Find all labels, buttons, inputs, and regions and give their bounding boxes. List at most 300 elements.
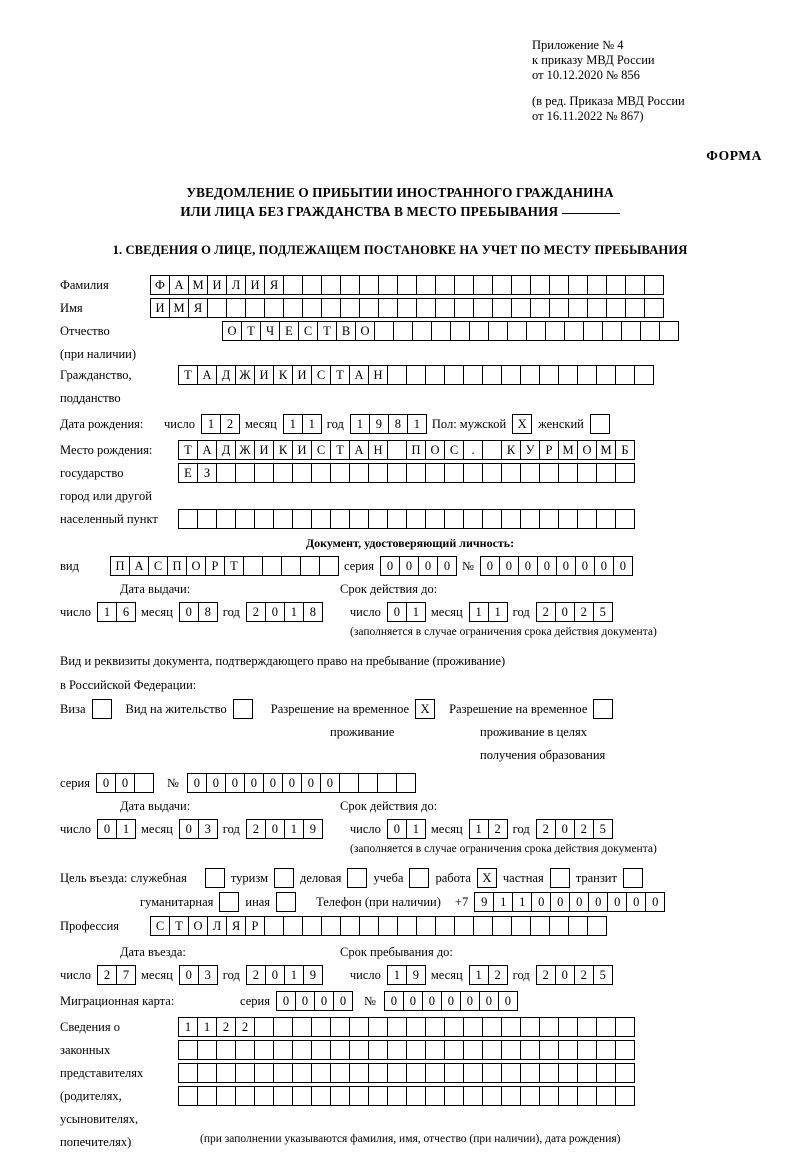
char-cell[interactable]: И [292,365,312,385]
stayuntil-day-input[interactable] [387,965,425,985]
char-cell[interactable] [311,509,331,529]
char-cell[interactable] [558,509,578,529]
char-cell[interactable] [416,275,436,295]
char-cell[interactable] [216,1086,236,1106]
char-cell[interactable] [539,1063,559,1083]
char-cell[interactable]: 1 [284,965,304,985]
char-cell[interactable] [197,1063,217,1083]
char-cell[interactable] [254,1040,274,1060]
char-cell[interactable]: А [349,440,369,460]
char-cell[interactable] [621,321,641,341]
char-cell[interactable]: Я [264,275,284,295]
birthplace-input-row3[interactable] [178,509,634,529]
char-cell[interactable] [615,1086,635,1106]
char-cell[interactable]: Л [226,275,246,295]
char-cell[interactable]: 5 [593,819,613,839]
char-cell[interactable]: Р [245,916,265,936]
char-cell[interactable] [264,298,284,318]
char-cell[interactable] [577,1086,597,1106]
char-cell[interactable]: М [596,440,616,460]
char-cell[interactable] [492,275,512,295]
name-input[interactable] [150,298,663,318]
char-cell[interactable]: 5 [593,965,613,985]
char-cell[interactable] [216,463,236,483]
char-cell[interactable] [387,1017,407,1037]
char-cell[interactable] [262,556,282,576]
char-cell[interactable]: 2 [246,965,266,985]
char-cell[interactable] [358,773,378,793]
char-cell[interactable] [302,916,322,936]
char-cell[interactable] [207,298,227,318]
char-cell[interactable] [520,463,540,483]
char-cell[interactable]: 1 [387,965,407,985]
char-cell[interactable] [444,1063,464,1083]
char-cell[interactable] [435,298,455,318]
char-cell[interactable] [488,321,508,341]
char-cell[interactable] [492,916,512,936]
char-cell[interactable] [530,916,550,936]
char-cell[interactable] [425,1063,445,1083]
char-cell[interactable]: 1 [283,414,303,434]
char-cell[interactable] [216,1063,236,1083]
char-cell[interactable] [349,509,369,529]
char-cell[interactable] [577,1063,597,1083]
char-cell[interactable] [406,463,426,483]
char-cell[interactable] [349,1086,369,1106]
char-cell[interactable] [330,463,350,483]
char-cell[interactable] [387,1063,407,1083]
char-cell[interactable]: 0 [613,556,633,576]
char-cell[interactable] [254,509,274,529]
purpose-other-checkbox[interactable] [276,892,296,912]
surname-input[interactable] [150,275,663,295]
doc-number-input[interactable] [480,556,632,576]
char-cell[interactable]: 0 [555,602,575,622]
char-cell[interactable] [235,509,255,529]
char-cell[interactable] [197,1040,217,1060]
char-cell[interactable]: 0 [187,773,207,793]
char-cell[interactable] [406,1063,426,1083]
char-cell[interactable]: К [501,440,521,460]
char-cell[interactable]: 0 [384,991,404,1011]
char-cell[interactable] [245,298,265,318]
char-cell[interactable] [444,1017,464,1037]
char-cell[interactable]: 3 [198,819,218,839]
char-cell[interactable] [340,916,360,936]
legal-rep-input-row2[interactable] [178,1040,634,1060]
birth-day-input[interactable] [201,414,239,434]
stay-issue-year-input[interactable] [246,819,322,839]
char-cell[interactable] [425,1017,445,1037]
char-cell[interactable] [564,321,584,341]
sex-male-checkbox[interactable]: X [512,414,532,434]
char-cell[interactable] [254,463,274,483]
char-cell[interactable]: В [336,321,356,341]
entry-day-input[interactable] [97,965,135,985]
phone-input[interactable] [474,892,664,912]
char-cell[interactable] [254,1086,274,1106]
char-cell[interactable]: 0 [265,965,285,985]
char-cell[interactable] [539,509,559,529]
char-cell[interactable]: 1 [512,892,532,912]
char-cell[interactable]: 2 [536,965,556,985]
char-cell[interactable] [450,321,470,341]
char-cell[interactable]: 1 [302,414,322,434]
char-cell[interactable] [359,275,379,295]
char-cell[interactable] [549,916,569,936]
char-cell[interactable] [615,509,635,529]
char-cell[interactable] [492,298,512,318]
char-cell[interactable] [387,440,407,460]
char-cell[interactable]: Т [330,365,350,385]
residence-permit-checkbox[interactable] [233,699,253,719]
char-cell[interactable] [283,916,303,936]
char-cell[interactable]: Ж [235,440,255,460]
char-cell[interactable] [577,1040,597,1060]
char-cell[interactable]: А [197,365,217,385]
char-cell[interactable] [606,298,626,318]
char-cell[interactable]: 7 [116,965,136,985]
char-cell[interactable] [511,916,531,936]
char-cell[interactable] [444,509,464,529]
stay-valid-day-input[interactable] [387,819,425,839]
char-cell[interactable] [321,275,341,295]
char-cell[interactable]: 0 [314,991,334,1011]
char-cell[interactable] [587,298,607,318]
doc-issue-month-input[interactable] [179,602,217,622]
char-cell[interactable]: Б [615,440,635,460]
char-cell[interactable]: Р [205,556,225,576]
char-cell[interactable]: Ж [235,365,255,385]
char-cell[interactable] [530,275,550,295]
char-cell[interactable]: О [188,916,208,936]
sex-female-checkbox[interactable] [590,414,610,434]
char-cell[interactable] [511,298,531,318]
char-cell[interactable]: М [169,298,189,318]
char-cell[interactable]: 1 [201,414,221,434]
stayuntil-year-input[interactable] [536,965,612,985]
char-cell[interactable] [425,365,445,385]
char-cell[interactable] [501,1063,521,1083]
char-cell[interactable] [243,556,263,576]
char-cell[interactable]: 0 [441,991,461,1011]
char-cell[interactable] [397,916,417,936]
char-cell[interactable] [235,1086,255,1106]
char-cell[interactable]: 0 [575,556,595,576]
char-cell[interactable] [330,509,350,529]
char-cell[interactable] [374,321,394,341]
char-cell[interactable] [568,275,588,295]
migration-number-input[interactable] [384,991,517,1011]
char-cell[interactable] [454,275,474,295]
char-cell[interactable] [273,1086,293,1106]
char-cell[interactable] [425,463,445,483]
char-cell[interactable]: А [349,365,369,385]
char-cell[interactable]: 0 [387,819,407,839]
char-cell[interactable]: 1 [469,965,489,985]
birthplace-input-row2[interactable] [178,463,634,483]
char-cell[interactable] [511,275,531,295]
char-cell[interactable]: 2 [216,1017,236,1037]
char-cell[interactable]: 0 [607,892,627,912]
char-cell[interactable] [368,1086,388,1106]
char-cell[interactable] [216,509,236,529]
char-cell[interactable] [311,1017,331,1037]
char-cell[interactable]: 0 [555,819,575,839]
stay-series-input[interactable] [96,773,153,793]
char-cell[interactable] [178,1063,198,1083]
char-cell[interactable] [473,275,493,295]
char-cell[interactable]: 0 [179,819,199,839]
char-cell[interactable]: 1 [493,892,513,912]
char-cell[interactable]: 2 [488,819,508,839]
char-cell[interactable] [549,298,569,318]
patronymic-input[interactable] [222,321,678,341]
char-cell[interactable] [596,1086,616,1106]
char-cell[interactable]: 0 [179,965,199,985]
char-cell[interactable]: 0 [295,991,315,1011]
char-cell[interactable] [463,365,483,385]
char-cell[interactable] [197,509,217,529]
char-cell[interactable]: 0 [301,773,321,793]
char-cell[interactable] [292,1040,312,1060]
char-cell[interactable]: Т [241,321,261,341]
char-cell[interactable] [435,916,455,936]
char-cell[interactable]: Д [216,365,236,385]
char-cell[interactable]: 1 [469,819,489,839]
char-cell[interactable]: О [355,321,375,341]
char-cell[interactable]: 2 [574,602,594,622]
char-cell[interactable]: 0 [569,892,589,912]
char-cell[interactable]: О [577,440,597,460]
char-cell[interactable]: П [406,440,426,460]
char-cell[interactable] [501,1086,521,1106]
char-cell[interactable]: 0 [498,991,518,1011]
char-cell[interactable] [539,1086,559,1106]
char-cell[interactable]: 0 [499,556,519,576]
char-cell[interactable] [587,916,607,936]
char-cell[interactable] [300,556,320,576]
char-cell[interactable]: 2 [235,1017,255,1037]
char-cell[interactable] [311,463,331,483]
doc-series-input[interactable] [380,556,456,576]
char-cell[interactable]: 0 [179,602,199,622]
char-cell[interactable] [216,1040,236,1060]
char-cell[interactable] [349,1063,369,1083]
char-cell[interactable]: 0 [387,602,407,622]
char-cell[interactable]: 0 [480,556,500,576]
char-cell[interactable] [431,321,451,341]
char-cell[interactable] [235,463,255,483]
char-cell[interactable] [587,275,607,295]
migration-series-input[interactable] [276,991,352,1011]
char-cell[interactable] [406,1040,426,1060]
char-cell[interactable] [264,916,284,936]
char-cell[interactable]: Я [188,298,208,318]
doc-valid-day-input[interactable] [387,602,425,622]
purpose-humanitarian-checkbox[interactable] [219,892,239,912]
char-cell[interactable]: О [222,321,242,341]
char-cell[interactable]: П [110,556,130,576]
char-cell[interactable]: 0 [282,773,302,793]
char-cell[interactable] [520,1017,540,1037]
purpose-work-checkbox[interactable]: X [477,868,497,888]
char-cell[interactable] [482,440,502,460]
char-cell[interactable]: 0 [263,773,283,793]
birth-year-input[interactable] [350,414,426,434]
char-cell[interactable] [311,1086,331,1106]
char-cell[interactable]: А [169,275,189,295]
doc-valid-year-input[interactable] [536,602,612,622]
char-cell[interactable] [311,1040,331,1060]
char-cell[interactable] [425,1040,445,1060]
char-cell[interactable] [340,275,360,295]
char-cell[interactable] [482,1086,502,1106]
char-cell[interactable]: Т [178,440,198,460]
char-cell[interactable] [412,321,432,341]
char-cell[interactable]: И [292,440,312,460]
char-cell[interactable]: 8 [198,602,218,622]
char-cell[interactable] [283,298,303,318]
char-cell[interactable] [501,365,521,385]
char-cell[interactable]: 5 [593,602,613,622]
char-cell[interactable] [425,509,445,529]
char-cell[interactable] [397,298,417,318]
char-cell[interactable] [469,321,489,341]
char-cell[interactable]: Т [169,916,189,936]
char-cell[interactable] [226,298,246,318]
char-cell[interactable] [330,1086,350,1106]
char-cell[interactable] [501,1017,521,1037]
char-cell[interactable] [311,1063,331,1083]
char-cell[interactable]: С [298,321,318,341]
char-cell[interactable]: К [273,365,293,385]
char-cell[interactable] [501,463,521,483]
char-cell[interactable]: Н [368,440,388,460]
char-cell[interactable] [482,463,502,483]
char-cell[interactable] [283,275,303,295]
char-cell[interactable] [444,365,464,385]
char-cell[interactable] [377,773,397,793]
char-cell[interactable] [368,509,388,529]
char-cell[interactable]: А [197,440,217,460]
entry-year-input[interactable] [246,965,322,985]
doc-kind-input[interactable] [110,556,338,576]
char-cell[interactable] [349,463,369,483]
char-cell[interactable]: 0 [403,991,423,1011]
char-cell[interactable] [558,365,578,385]
char-cell[interactable]: Т [317,321,337,341]
char-cell[interactable] [319,556,339,576]
char-cell[interactable]: 2 [536,602,556,622]
char-cell[interactable]: И [150,298,170,318]
visa-checkbox[interactable] [92,699,112,719]
purpose-private-checkbox[interactable] [550,868,570,888]
char-cell[interactable]: 0 [333,991,353,1011]
char-cell[interactable] [558,463,578,483]
char-cell[interactable] [330,1040,350,1060]
char-cell[interactable] [596,1017,616,1037]
char-cell[interactable] [463,1086,483,1106]
char-cell[interactable] [378,298,398,318]
char-cell[interactable] [463,463,483,483]
char-cell[interactable] [273,1063,293,1083]
char-cell[interactable]: О [186,556,206,576]
char-cell[interactable] [634,365,654,385]
char-cell[interactable] [292,1086,312,1106]
char-cell[interactable]: 9 [474,892,494,912]
char-cell[interactable]: З [197,463,217,483]
char-cell[interactable] [368,1063,388,1083]
char-cell[interactable]: Т [224,556,244,576]
char-cell[interactable]: И [254,365,274,385]
purpose-service-checkbox[interactable] [205,868,225,888]
char-cell[interactable] [615,365,635,385]
char-cell[interactable] [197,1086,217,1106]
char-cell[interactable] [378,275,398,295]
char-cell[interactable] [339,773,359,793]
char-cell[interactable] [615,463,635,483]
char-cell[interactable]: 0 [550,892,570,912]
char-cell[interactable] [463,1017,483,1037]
char-cell[interactable] [545,321,565,341]
char-cell[interactable]: Н [368,365,388,385]
char-cell[interactable] [615,1063,635,1083]
char-cell[interactable] [396,773,416,793]
char-cell[interactable] [292,1017,312,1037]
char-cell[interactable] [254,1063,274,1083]
char-cell[interactable]: 0 [244,773,264,793]
char-cell[interactable]: 1 [197,1017,217,1037]
char-cell[interactable] [596,463,616,483]
char-cell[interactable] [640,321,660,341]
char-cell[interactable] [568,298,588,318]
char-cell[interactable] [273,509,293,529]
char-cell[interactable]: 2 [536,819,556,839]
char-cell[interactable] [520,1086,540,1106]
char-cell[interactable] [625,275,645,295]
char-cell[interactable]: 0 [422,991,442,1011]
char-cell[interactable] [520,365,540,385]
char-cell[interactable] [463,1063,483,1083]
char-cell[interactable] [444,463,464,483]
char-cell[interactable] [558,1017,578,1037]
char-cell[interactable]: 8 [303,602,323,622]
char-cell[interactable]: Е [279,321,299,341]
char-cell[interactable] [178,1086,198,1106]
char-cell[interactable]: 0 [555,965,575,985]
char-cell[interactable] [387,463,407,483]
char-cell[interactable]: 2 [246,819,266,839]
char-cell[interactable]: 0 [531,892,551,912]
char-cell[interactable]: Е [178,463,198,483]
char-cell[interactable] [539,365,559,385]
char-cell[interactable]: 2 [246,602,266,622]
char-cell[interactable] [454,298,474,318]
char-cell[interactable] [463,509,483,529]
char-cell[interactable]: К [273,440,293,460]
char-cell[interactable]: Т [330,440,350,460]
char-cell[interactable] [378,916,398,936]
char-cell[interactable] [393,321,413,341]
char-cell[interactable]: У [520,440,540,460]
char-cell[interactable]: С [444,440,464,460]
legal-rep-input-row4[interactable] [178,1086,634,1106]
char-cell[interactable] [302,298,322,318]
char-cell[interactable] [549,275,569,295]
char-cell[interactable]: Л [207,916,227,936]
char-cell[interactable]: 0 [97,819,117,839]
